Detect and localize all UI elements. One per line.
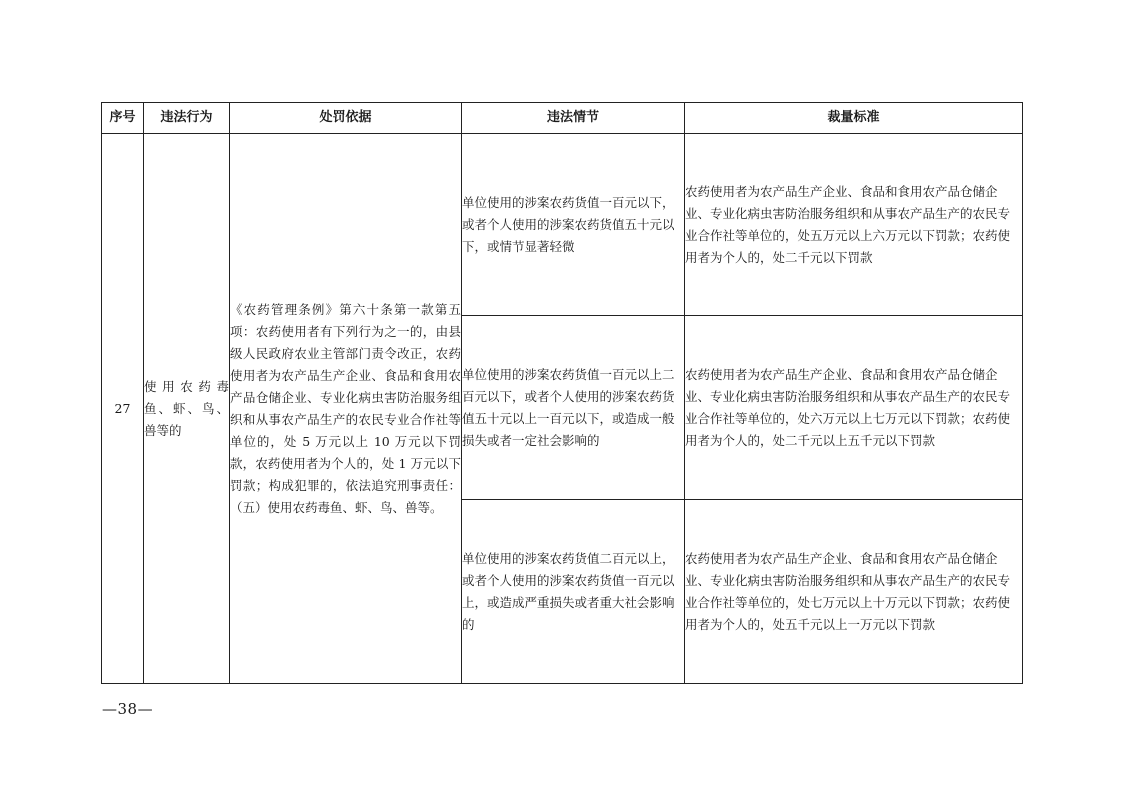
row-behavior: 使用农药毒鱼、虾、鸟、兽等的 [144,134,230,684]
header-standard: 裁量标准 [685,103,1023,134]
penalty-table [101,102,1023,684]
table-header-row [102,103,1023,134]
header-basis: 处罚依据 [230,103,462,134]
circumstance-cell: 单位使用的涉案农药货值一百元以下，或者个人使用的涉案农药货值五十元以下，或情节显著轻微 [462,134,685,316]
page-number: —38— [102,700,154,718]
standard-cell: 农药使用者为农产品生产企业、食品和食用农产品仓储企业、专业化病虫害防治服务组织和从事农产品生产的农民专业合作社等单位的，处七万元以上十万元以下罚款；农药使用者为个人的，处五千元以上一万元以下罚款 [685,500,1023,684]
row-basis: 《农药管理条例》第六十条第一款第五项：农药使用者有下列行为之一的，由县级人民政府农业主管部门责令改正，农药使用者为农产品生产企业、食品和食用农产品仓储企业、专业化病虫害防治服务组织和从事农产品生产的农民专业合作社等单位的，处 5 万元以上 10 万元以下罚款，农药使用者为个人的，处 1 万元以下罚款；构成犯罪的，依法追究刑事责任：（五）使用农药毒鱼、虾、鸟、兽等。 [230,134,462,684]
standard-cell: 农药使用者为农产品生产企业、食品和食用农产品仓储企业、专业化病虫害防治服务组织和从事农产品生产的农民专业合作社等单位的，处六万元以上七万元以下罚款；农药使用者为个人的，处二千元以上五千元以下罚款 [685,316,1023,500]
table-row [102,134,1023,316]
header-circumstance: 违法情节 [462,103,685,134]
header-behavior: 违法行为 [144,103,230,134]
standard-cell: 农药使用者为农产品生产企业、食品和食用农产品仓储企业、专业化病虫害防治服务组织和从事农产品生产的农民专业合作社等单位的，处五万元以上六万元以下罚款；农药使用者为个人的，处二千元以下罚款 [685,134,1023,316]
row-index: 27 [102,134,144,684]
circumstance-cell: 单位使用的涉案农药货值一百元以上二百元以下，或者个人使用的涉案农药货值五十元以上一百元以下，或造成一般损失或者一定社会影响的 [462,316,685,500]
circumstance-cell: 单位使用的涉案农药货值二百元以上，或者个人使用的涉案农药货值一百元以上，或造成严重损失或者重大社会影响的 [462,500,685,684]
header-index: 序号 [102,103,144,134]
